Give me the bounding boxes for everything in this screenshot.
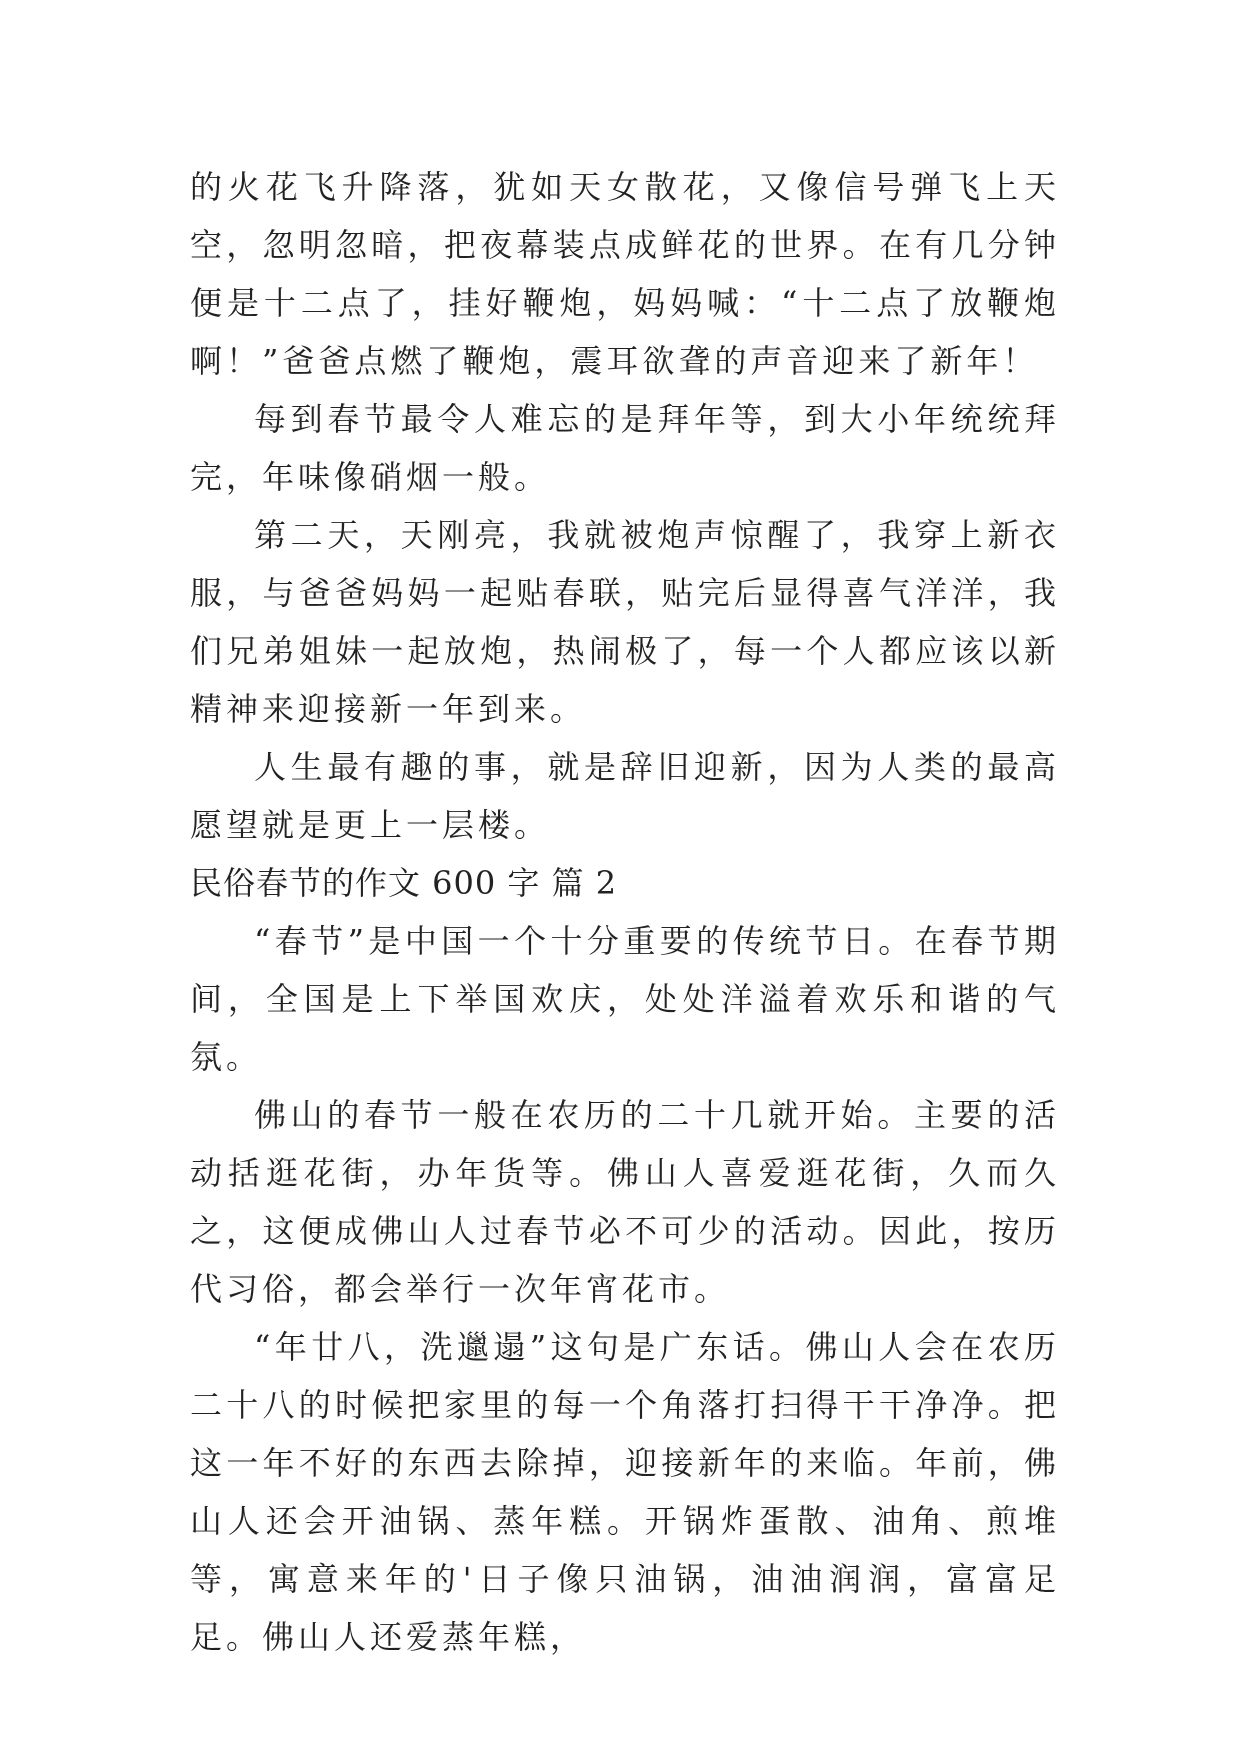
paragraph-7: “年廿八，洗邋遢”这句是广东话。佛山人会在农历二十八的时候把家里的每一个角落打扫得干干净净。把这一年不好的东西去除掉，迎接新年的来临。年前，佛山人还会开油锅、蒸年糕。开锅炸蛋散、油角、煎堆等，寓意来年的'日子像只油锅，油油润润，富富足足。佛山人还爱蒸年糕， <box>190 1328 1060 1656</box>
document-body <box>190 158 1060 1666</box>
paragraph-1: 的火花飞升降落，犹如天女散花，又像信号弹飞上天空，忽明忽暗，把夜幕装点成鲜花的世界。在有几分钟便是十二点了，挂好鞭炮，妈妈喊：“十二点了放鞭炮啊！”爸爸点燃了鞭炮，震耳欲聋的声音迎来了新年！ <box>190 168 1060 380</box>
section-heading: 民俗春节的作文 600 字 篇 2 <box>190 864 618 902</box>
paragraph-5: “春节”是中国一个十分重要的传统节日。在春节期间，全国是上下举国欢庆，处处洋溢着欢乐和谐的气氛。 <box>190 922 1060 1076</box>
paragraph-2: 每到春节最令人难忘的是拜年等，到大小年统统拜完，年味像硝烟一般。 <box>190 400 1060 496</box>
paragraph-3: 第二天，天刚亮，我就被炮声惊醒了，我穿上新衣服，与爸爸妈妈一起贴春联，贴完后显得喜气洋洋，我们兄弟姐妹一起放炮，热闹极了，每一个人都应该以新精神来迎接新一年到来。 <box>190 516 1060 728</box>
paragraph-4: 人生最有趣的事，就是辞旧迎新，因为人类的最高愿望就是更上一层楼。 <box>190 748 1060 844</box>
paragraph-6: 佛山的春节一般在农历的二十几就开始。主要的活动括逛花街，办年货等。佛山人喜爱逛花街，久而久之，这便成佛山人过春节必不可少的活动。因此，按历代习俗，都会举行一次年宵花市。 <box>190 1096 1060 1308</box>
